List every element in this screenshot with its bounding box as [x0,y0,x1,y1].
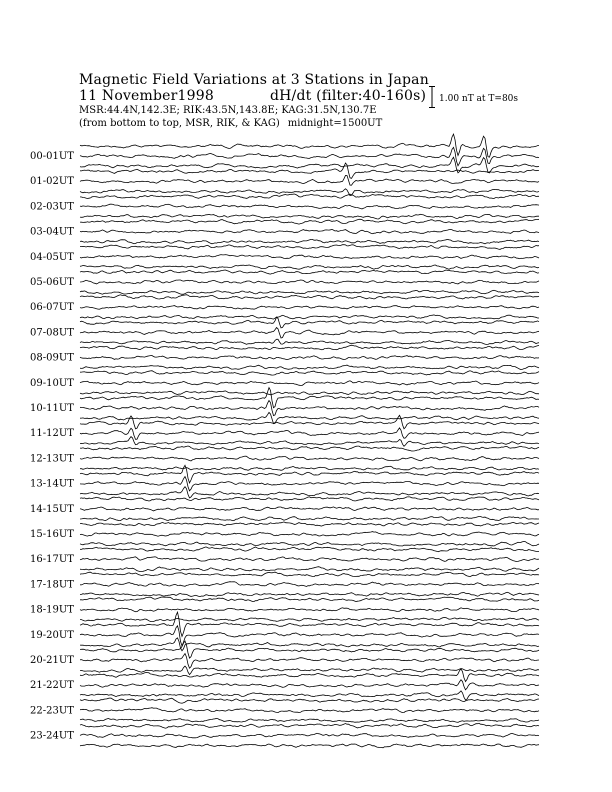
trace-KAG [80,698,539,703]
hour-label: 14-15UT [30,503,74,515]
hour-label: 09-10UT [30,377,74,389]
trace-MSR [80,437,539,447]
quantity-label: dH/dt (filter:40-160s) [269,88,427,104]
trace-KAG [80,295,539,299]
trace-RIK [80,507,539,511]
trace-RIK [80,428,539,439]
trace-KAG [80,446,539,451]
trace-KAG [80,572,539,577]
trace-RIK [80,626,539,646]
trace-MSR [80,265,539,269]
hour-label: 22-23UT [30,705,74,717]
trace-RIK [80,477,539,491]
hour-label: 19-20UT [30,629,74,641]
hour-label: 02-03UT [30,201,74,213]
hour-label: 10-11UT [30,403,74,414]
hour-label: 21-22UT [30,680,74,692]
trace-MSR [80,290,539,294]
trace-MSR [80,487,539,498]
hour-label: 04-05UT [30,251,74,263]
hour-label: 23-24UT [30,730,74,742]
midnight-note: midnight=1500UT [287,118,383,129]
trace-KAG [80,497,539,501]
hour-label: 03-04UT [30,226,74,238]
trace-RIK [80,175,539,185]
hour-label: 01-02UT [30,176,74,188]
trace-KAG [80,134,539,157]
stations-label: MSR:44.4N,142.3E; RIK:43.5N,143.8E; KAG:31.5N,130.7E [79,105,377,116]
trace-KAG [80,163,539,178]
hour-label: 13-14UT [30,478,74,490]
trace-MSR [80,466,539,470]
trace-RIK [80,401,539,416]
trace-KAG [80,522,539,526]
trace-MSR [80,666,539,675]
trace-MSR [80,239,539,243]
hour-label: 18-19UT [30,604,74,616]
hour-label: 07-08UT [30,327,74,339]
trace-RIK [80,229,539,233]
trace-KAG [80,597,539,602]
trace-RIK [80,608,539,612]
trace-MSR [80,592,539,596]
trace-RIK [80,654,539,669]
trace-MSR [80,744,539,748]
trace-RIK [80,456,539,461]
trace-KAG [80,371,539,375]
trace-MSR [80,315,539,319]
hour-label: 20-21UT [30,655,74,666]
trace-RIK [80,708,539,713]
trace-KAG [80,219,539,224]
trace-MSR [80,412,539,423]
trace-RIK [80,680,539,690]
trace-KAG [80,723,539,728]
trace-KAG [80,641,539,658]
trace-RIK [80,557,539,562]
hour-label: 16-17UT [30,554,74,566]
trace-RIK [80,306,539,310]
trace-KAG [80,547,539,552]
trace-KAG [80,415,539,429]
trace-KAG [80,612,539,636]
trace-KAG [80,194,539,199]
trace-MSR [80,567,539,572]
chart-title: Magnetic Field Variations at 3 Stations in Japan [79,72,429,88]
trace-RIK [80,280,539,284]
hour-label: 12-13UT [30,453,74,465]
trace-RIK [80,733,539,738]
trace-MSR [80,618,539,622]
trace-MSR [80,365,539,370]
trace-RIK [80,204,539,209]
hour-label: 00-01UT [30,151,74,162]
order-note: (from bottom to top, MSR, RIK, & KAG) [79,118,280,129]
trace-RIK [80,381,539,386]
scale-label: 1.00 nT at T=80s [439,94,519,104]
trace-MSR [80,214,539,219]
trace-KAG [80,270,539,274]
hour-label: 17-18UT [30,579,74,591]
hour-label: 15-16UT [30,529,74,540]
trace-KAG [80,388,539,408]
trace-KAG [80,245,539,250]
hour-label: 05-06UT [30,277,74,288]
trace-KAG [80,345,539,350]
trace-RIK [80,255,539,259]
trace-RIK [80,147,539,165]
hour-label: 11-12UT [30,428,74,440]
hour-label: 08-09UT [30,352,74,364]
date-label: 11 November1998 [79,88,214,104]
trace-MSR [80,391,539,395]
trace-RIK [80,532,539,537]
trace-MSR [80,638,539,651]
trace-MSR [80,541,539,546]
trace-MSR [80,339,539,344]
trace-MSR [80,157,539,173]
hour-label: 06-07UT [30,302,74,314]
trace-RIK [80,582,539,587]
trace-MSR [80,718,539,722]
trace-RIK [80,356,539,360]
trace-RIK [80,328,539,339]
trace-MSR [80,517,539,521]
trace-MSR [80,691,539,700]
